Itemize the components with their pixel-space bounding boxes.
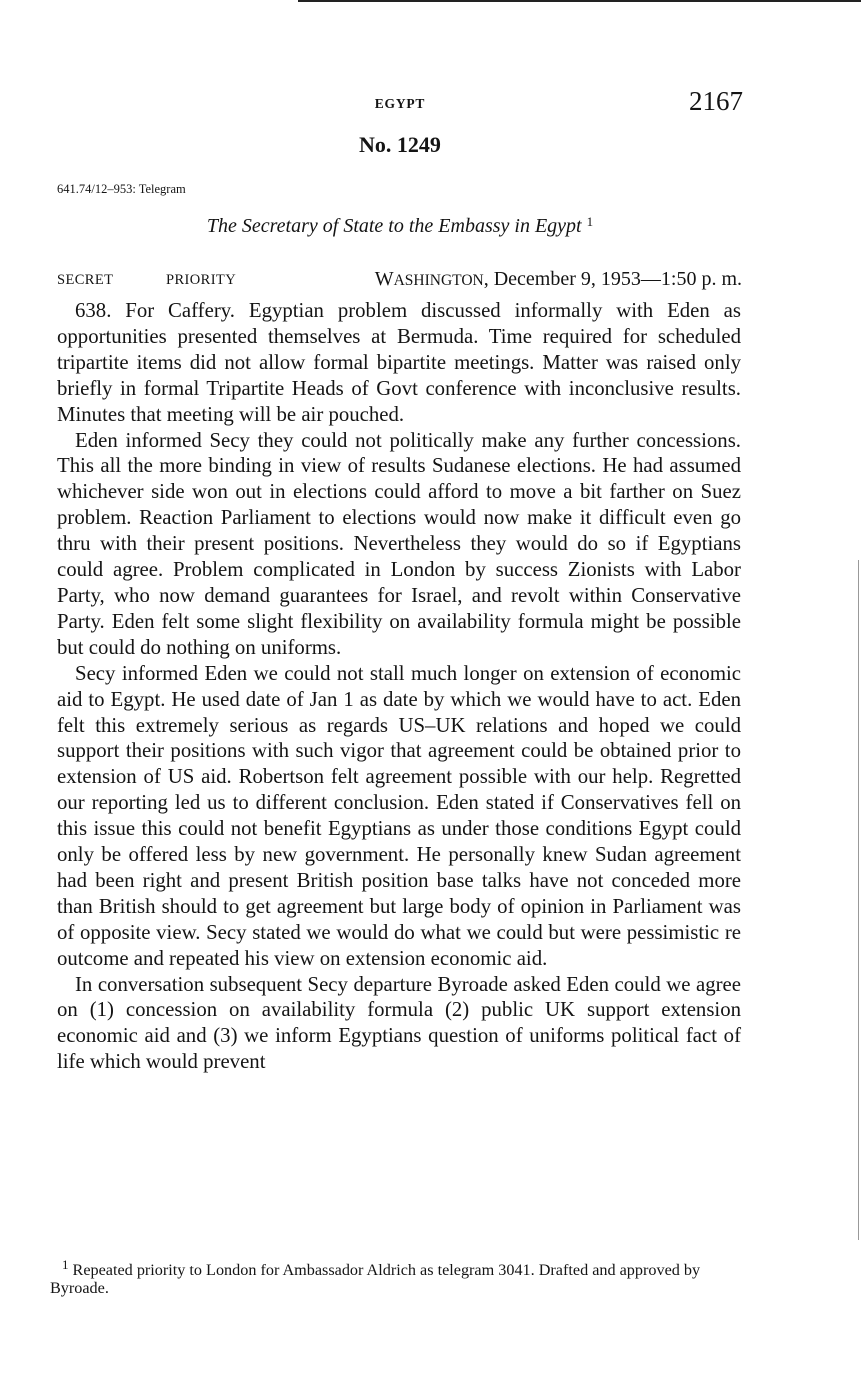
body-paragraph: In conversation subsequent Secy departure Byroade asked Eden could we agree on (1) concession on availability formula (2) public UK support extension economic aid and (3) we inform Egyptians question of uniforms political fact of life which would prevent	[57, 972, 741, 1074]
telegram-header	[57, 268, 742, 296]
classification-priority: PRIORITY	[166, 272, 237, 288]
body-paragraph: 638. For Caffery. Egyptian problem discussed informally with Eden as opportunities presented themselves at Bermuda. Time required for scheduled tripartite items did not allow formal bipartite meetings. Matter was raised only briefly in formal Tripartite Heads of Govt conference with inconclusive results. Minutes that meeting will be air pouched.	[57, 299, 741, 426]
document-title-text: The Secretary of State to the Embassy in Egypt	[206, 215, 582, 237]
body-paragraph: Eden informed Secy they could not politically make any further concessions. This all the more binding in view of results Sudanese elections. He had assumed whichever side won out in elections could afford to move a bit farther on Suez problem. Reaction Parliament to elections would now make it difficult even go thru with their present positions. Nevertheless they would do so if Egyptians could agree. Problem complicated in London by success Zionists with Labor Party, who now demand guarantees for Israel, and revolt within Conservative Party. Eden felt some slight flexibility on availability formula might be possible but could do nothing on uniforms.	[57, 428, 741, 659]
body-paragraph: Secy informed Eden we could not stall much longer on extension of economic aid to Egypt. He used date of Jan 1 as date by which we would have to act. Eden felt this extremely serious as regards US–UK relations and hoped we could support their positions with such vigor that agreement could be obtained prior to extension of US aid. Robertson felt agreement possible with our help. Regretted our reporting led us to different conclusion. Eden stated if Conservatives fell on this issue this could not benefit Egyptians as under those conditions Egypt could only be offered less by new government. He personally knew Sudan agreement had been right and present British position base talks have not conceded more than British should to get agreement but large body of opinion in Parliament was of opposite view. Secy stated we would do what we could but were pessimistic re outcome and repeated his view on extension economic aid.	[57, 661, 741, 970]
file-reference: 641.74/12–953: Telegram	[57, 182, 186, 196]
top-border-rule	[298, 0, 861, 2]
title-footnote-mark: 1	[586, 214, 594, 229]
page-edge-line	[858, 560, 859, 1240]
document-number: No. 1249	[359, 132, 441, 157]
document-title	[0, 214, 800, 238]
footnote	[50, 1256, 738, 1297]
classification-secret: SECRET	[57, 272, 114, 288]
dateline-place-initial: W	[374, 268, 394, 290]
dateline	[375, 268, 742, 291]
dateline-place-rest: ASHINGTON	[393, 272, 484, 289]
dateline-date-time: , December 9, 1953—1:50 p. m.	[483, 268, 742, 290]
footnote-text: Repeated priority to London for Ambassador Aldrich as telegram 3041. Drafted and approved by Byroade.	[50, 1261, 701, 1297]
footnote-mark: 1	[62, 1257, 69, 1272]
telegram-body	[57, 298, 741, 1075]
running-head: EGYPT	[374, 96, 426, 111]
page-number: 2167	[689, 86, 743, 116]
